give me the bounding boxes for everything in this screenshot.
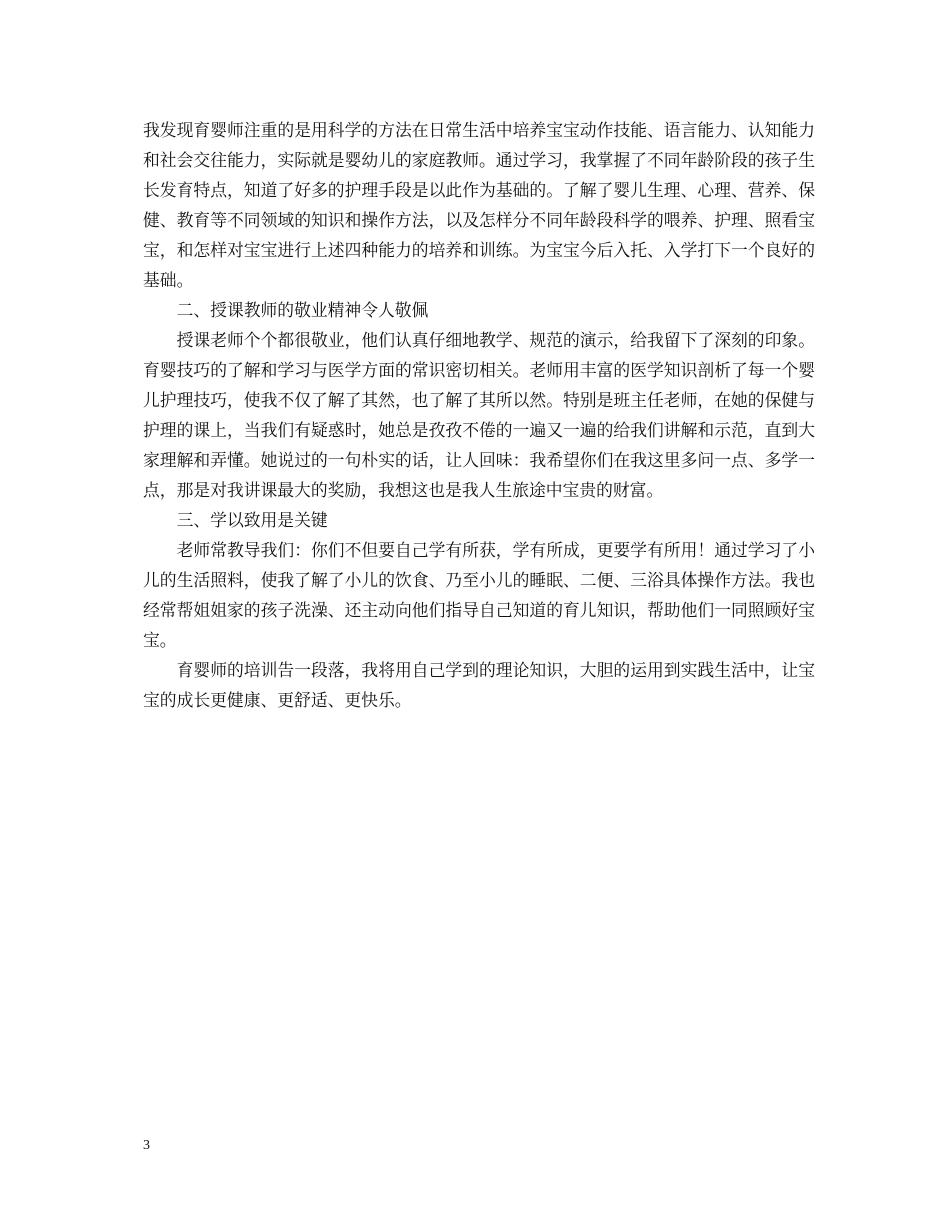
section-heading-3: 三、学以致用是关键 [176, 510, 328, 530]
document-body [143, 115, 815, 715]
body-paragraph-4: 育婴师的培训告一段落，我将用自己学到的理论知识，大胆的运用到实践生活中，让宝宝的成长更健康、更舒适、更快乐。 [143, 660, 815, 710]
body-paragraph-3: 老师常教导我们：你们不但要自己学有所获，学有所成，更要学有所用！通过学习了小儿的生活照料，使我了解了小儿的饮食、乃至小儿的睡眠、二便、三浴具体操作方法。我也经常帮姐姐家的孩子洗澡、还主动向他们指导自己知道的育儿知识，帮助他们一同照顾好宝宝。 [143, 540, 815, 650]
section-heading-2: 二、授课教师的敬业精神令人敬佩 [176, 300, 429, 320]
page-number: 3 [143, 1138, 150, 1153]
body-paragraph-2: 授课老师个个都很敬业，他们认真仔细地教学、规范的演示，给我留下了深刻的印象。育婴技巧的了解和学习与医学方面的常识密切相关。老师用丰富的医学知识剖析了每一个婴儿护理技巧，使我不仅了解了其然，也了解了其所以然。特别是班主任老师，在她的保健与护理的课上，当我们有疑惑时，她总是孜孜不倦的一遍又一遍的给我们讲解和示范，直到大家理解和弄懂。她说过的一句朴实的话，让人回味：我希望你们在我这里多问一点、多学一点，那是对我讲课最大的奖励，我想这也是我人生旅途中宝贵的财富。 [143, 330, 815, 500]
body-paragraph-1: 我发现育婴师注重的是用科学的方法在日常生活中培养宝宝动作技能、语言能力、认知能力和社会交往能力，实际就是婴幼儿的家庭教师。通过学习，我掌握了不同年龄阶段的孩子生长发育特点，知道了好多的护理手段是以此作为基础的。了解了婴儿生理、心理、营养、保健、教育等不同领域的知识和操作方法，以及怎样分不同年龄段科学的喂养、护理、照看宝宝，和怎样对宝宝进行上述四种能力的培养和训练。为宝宝今后入托、入学打下一个良好的基础。 [143, 120, 815, 290]
